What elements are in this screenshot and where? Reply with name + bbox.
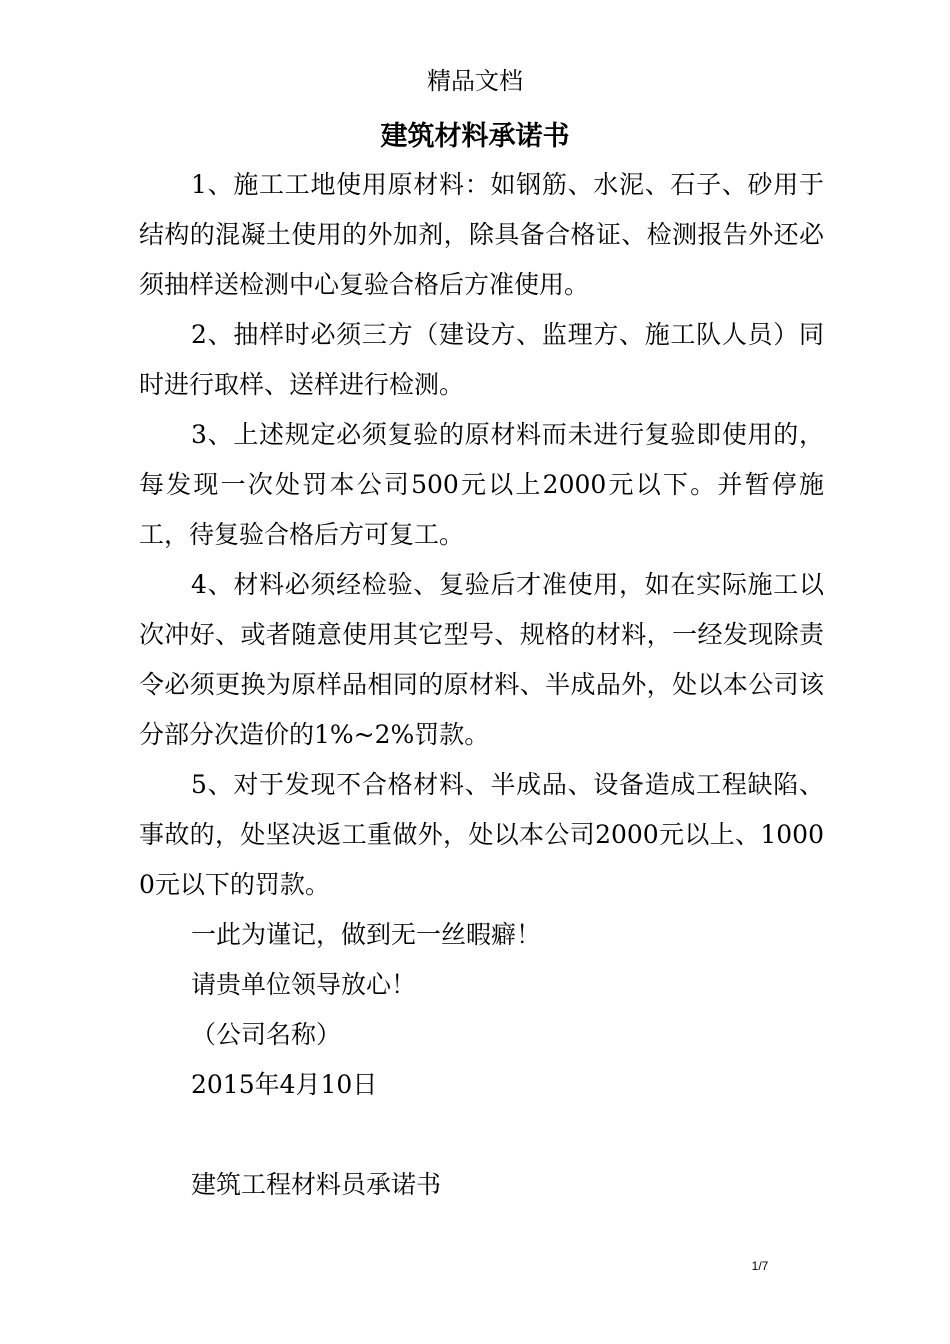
document-body — [139, 160, 824, 1210]
company-name: （公司名称） — [191, 1020, 342, 1049]
next-section-title: 建筑工程材料员承诺书 — [191, 1170, 442, 1199]
reassurance-line: 请贵单位领导放心！ — [191, 970, 417, 999]
paragraph-3: 3、上述规定必须复验的原材料而未进行复验即使用的，每发现一次处罚本公司500元以上2000元以下。并暂停施工，待复验合格后方可复工。 — [139, 420, 824, 549]
paragraph-1: 1、施工工地使用原材料：如钢筋、水泥、石子、砂用于结构的混凝土使用的外加剂，除具备合格证、检测报告外还必须抽样送检测中心复验合格后方准使用。 — [139, 170, 824, 299]
document-header: 精品文档 — [427, 67, 523, 95]
document-title: 建筑材料承诺书 — [380, 121, 570, 152]
paragraph-2: 2、抽样时必须三方（建设方、监理方、施工队人员）同时进行取样、送样进行检测。 — [139, 320, 824, 399]
paragraph-4: 4、材料必须经检验、复验后才准使用，如在实际施工以次冲好、或者随意使用其它型号、规格的材料，一经发现除责令必须更换为原样品相同的原材料、半成品外，处以本公司该分部分次造价的1%~2%罚款。 — [139, 570, 824, 749]
section-gap — [139, 1110, 824, 1160]
closing-line: 一此为谨记，做到无一丝暇癖！ — [191, 920, 542, 949]
document-date: 2015年4月10日 — [191, 1070, 378, 1099]
paragraph-5: 5、对于发现不合格材料、半成品、设备造成工程缺陷、事故的，处坚决返工重做外，处以本公司2000元以上、10000元以下的罚款。 — [139, 770, 824, 899]
page-number: 1/7 — [751, 1259, 769, 1273]
